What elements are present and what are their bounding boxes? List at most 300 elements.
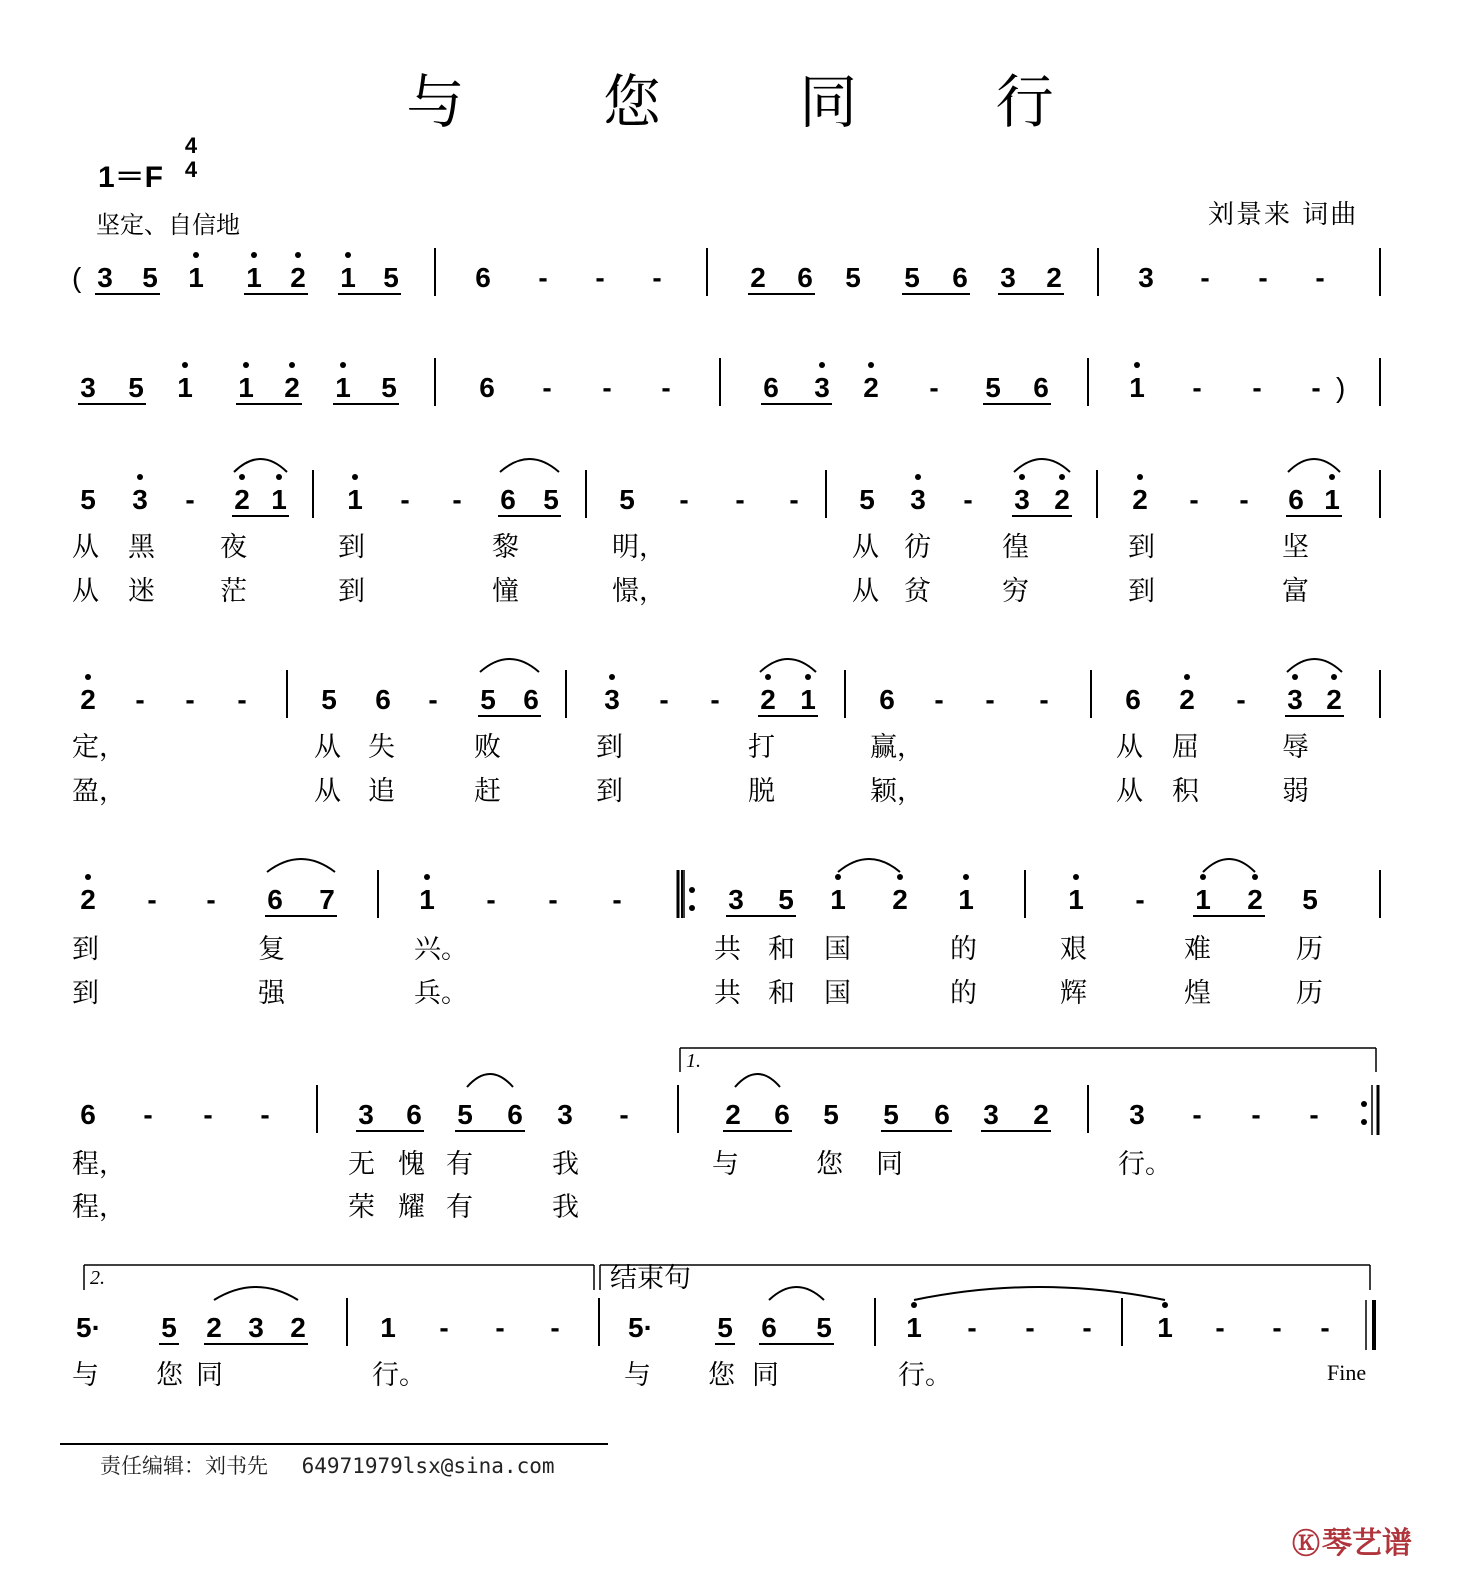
slur <box>214 1287 298 1300</box>
lyric-syllable: 无 <box>348 1149 375 1180</box>
octave-dot <box>897 874 903 880</box>
lyric-syllable: 到 <box>1128 532 1155 563</box>
lyric-syllable: 和 <box>768 978 795 1009</box>
octave-dot <box>1361 1101 1367 1107</box>
note: 2 <box>750 262 766 293</box>
note: - <box>185 684 195 715</box>
octave-dot <box>1019 474 1025 480</box>
note: 6 <box>763 372 779 403</box>
note: - <box>1236 684 1246 715</box>
lyric-syllable: 与 <box>624 1360 651 1391</box>
octave-dot <box>915 474 921 480</box>
note: - <box>929 372 939 403</box>
note: - <box>1192 372 1202 403</box>
lyric-syllable: 我 <box>552 1149 579 1180</box>
lyric-syllable: 兵。 <box>414 978 468 1009</box>
note: 3 <box>132 484 148 515</box>
slur <box>500 459 559 472</box>
lyric-syllable: 从 <box>314 776 341 807</box>
note: 2 <box>1179 684 1195 715</box>
note: - <box>661 372 671 403</box>
note: 1 <box>335 372 351 403</box>
note: - <box>1082 1312 1092 1343</box>
note: - <box>602 372 612 403</box>
lyric-syllable: 强 <box>258 978 285 1009</box>
lyric-syllable: 到 <box>72 978 99 1009</box>
note: 3 <box>358 1099 374 1130</box>
note: 1 <box>1195 884 1211 915</box>
lyric-syllable: 艰 <box>1060 934 1087 965</box>
octave-dot <box>289 362 295 368</box>
note: - <box>550 1312 560 1343</box>
lyric-syllable: 有 <box>446 1149 473 1180</box>
note: 7 <box>319 884 335 915</box>
lyric-syllable: 同 <box>196 1360 223 1391</box>
lyric-syllable: 从 <box>314 732 341 763</box>
lyric-syllable: 辱 <box>1282 732 1309 763</box>
slur <box>1287 659 1342 672</box>
note: 1 <box>347 484 363 515</box>
note: 5 <box>383 262 399 293</box>
note: - <box>495 1312 505 1343</box>
lyric-syllable: 您 <box>708 1360 735 1391</box>
note: 5· <box>76 1312 101 1343</box>
note: 2 <box>290 1312 306 1343</box>
lyric-syllable: 您 <box>816 1149 843 1180</box>
lyric-syllable: 盈， <box>72 776 126 807</box>
note: 6 <box>1288 484 1304 515</box>
octave-dot <box>1134 362 1140 368</box>
lyric-syllable: 行。 <box>1118 1149 1172 1180</box>
octave-dot <box>85 874 91 880</box>
octave-dot <box>1162 1302 1168 1308</box>
note: 1 <box>246 262 262 293</box>
note: - <box>548 884 558 915</box>
note: 6 <box>1033 372 1049 403</box>
lyric-syllable: 颖， <box>870 776 924 807</box>
note: - <box>612 884 622 915</box>
note: 6 <box>475 262 491 293</box>
lyric-syllable: 到 <box>72 934 99 965</box>
slur <box>267 859 335 872</box>
note: 2 <box>892 884 908 915</box>
octave-dot <box>1331 674 1337 680</box>
lyric-syllable: 赢， <box>870 732 924 763</box>
note: - <box>967 1312 977 1343</box>
octave-dot <box>345 252 351 258</box>
lyric-syllable: 的 <box>950 978 977 1009</box>
note: - <box>206 884 216 915</box>
note: 6 <box>1125 684 1141 715</box>
note: 5 <box>1302 884 1318 915</box>
lyric-syllable: 与 <box>712 1149 739 1180</box>
lyric-syllable: 复 <box>258 934 285 965</box>
octave-dot <box>243 362 249 368</box>
lyric-syllable: 国 <box>824 934 851 965</box>
meter-top: 4 <box>184 133 198 158</box>
note: 6 <box>523 684 539 715</box>
note: 6 <box>500 484 516 515</box>
tempo-marking: 坚定、自信地 <box>96 211 240 239</box>
octave-dot <box>1059 474 1065 480</box>
open-paren: ( <box>72 262 82 293</box>
note: 6 <box>406 1099 422 1130</box>
lyric-syllable: 富 <box>1282 576 1309 607</box>
lyric-syllable: 弱 <box>1282 776 1309 807</box>
octave-dot <box>609 674 615 680</box>
note: 2 <box>234 484 250 515</box>
note: 6 <box>80 1099 96 1130</box>
lyric-syllable: 打 <box>748 732 775 763</box>
note: 1 <box>800 684 816 715</box>
lyric-syllable: 败 <box>474 732 501 763</box>
lyric-syllable: 从 <box>1116 776 1143 807</box>
note: 3 <box>1129 1099 1145 1130</box>
note: - <box>538 262 548 293</box>
note: - <box>963 484 973 515</box>
slur <box>1014 459 1070 472</box>
octave-dot <box>765 674 771 680</box>
lyric-syllable: 夜 <box>220 532 247 563</box>
slur <box>735 1074 780 1087</box>
lyric-syllable: 从 <box>72 576 99 607</box>
volta-1-label: 1. <box>686 1050 701 1072</box>
lyric-syllable: 追 <box>368 776 395 807</box>
lyric-syllable: 到 <box>1128 576 1155 607</box>
octave-dot <box>424 874 430 880</box>
note: 1 <box>1129 372 1145 403</box>
note: 2 <box>1054 484 1070 515</box>
watermark-logo <box>1292 1518 1412 1562</box>
note: - <box>1272 1312 1282 1343</box>
octave-dot <box>1292 674 1298 680</box>
note: 5 <box>142 262 158 293</box>
octave-dot <box>868 362 874 368</box>
note: - <box>185 484 195 515</box>
note: 2 <box>284 372 300 403</box>
note: 2 <box>1132 484 1148 515</box>
lyric-syllable: 历 <box>1296 978 1323 1009</box>
octave-dot <box>251 252 257 258</box>
lyric-syllable: 黑 <box>128 532 155 563</box>
lyric-syllable: 的 <box>950 934 977 965</box>
watermark-icon: Ⓚ <box>1292 1527 1321 1560</box>
note: - <box>1251 1099 1261 1130</box>
note: 1 <box>177 372 193 403</box>
note: - <box>439 1312 449 1343</box>
note: - <box>934 684 944 715</box>
note: 2 <box>290 262 306 293</box>
note: - <box>735 484 745 515</box>
note: 3 <box>1014 484 1030 515</box>
fine-marking: Fine <box>1327 1360 1367 1385</box>
note: 6 <box>952 262 968 293</box>
note: - <box>237 684 247 715</box>
page-title: 与 您 同 行 <box>406 68 1114 136</box>
note: - <box>135 684 145 715</box>
lyric-syllable: 积 <box>1172 776 1199 807</box>
note: 6 <box>267 884 283 915</box>
note: 5 <box>859 484 875 515</box>
slur <box>1288 459 1340 472</box>
note: - <box>659 684 669 715</box>
note: 5 <box>823 1099 839 1130</box>
note: 3 <box>814 372 830 403</box>
octave-dot <box>1361 1119 1367 1125</box>
note: 3 <box>97 262 113 293</box>
note: - <box>789 484 799 515</box>
lyric-syllable: 憬， <box>612 576 666 607</box>
note: 5 <box>816 1312 832 1343</box>
note: 6 <box>375 684 391 715</box>
ending-label: 结束句 <box>610 1263 691 1294</box>
note: 1 <box>188 262 204 293</box>
lyric-syllable: 有 <box>446 1192 473 1223</box>
note: - <box>486 884 496 915</box>
note: - <box>652 262 662 293</box>
octave-dot <box>689 887 695 893</box>
note: 5 <box>845 262 861 293</box>
octave-dot <box>1252 874 1258 880</box>
slur <box>480 659 539 672</box>
note: 5 <box>619 484 635 515</box>
meter-bottom: 4 <box>184 157 198 182</box>
note: 5 <box>717 1312 733 1343</box>
lyric-syllable: 从 <box>1116 732 1143 763</box>
note: 3 <box>80 372 96 403</box>
note: 6 <box>507 1099 523 1130</box>
lyric-syllable: 同 <box>752 1360 779 1391</box>
slur <box>467 1074 513 1087</box>
note: 3 <box>983 1099 999 1130</box>
note: - <box>1309 1099 1319 1130</box>
lyric-syllable: 到 <box>338 532 365 563</box>
lyric-syllable: 定， <box>72 732 126 763</box>
octave-dot <box>137 474 143 480</box>
note: 3 <box>248 1312 264 1343</box>
note: - <box>1239 484 1249 515</box>
lyric-syllable: 茫 <box>220 576 247 607</box>
note: 1 <box>380 1312 396 1343</box>
note: 5 <box>321 684 337 715</box>
lyric-syllable: 失 <box>368 732 395 763</box>
lyric-syllable: 兴。 <box>414 934 468 965</box>
lyric-syllable: 与 <box>72 1360 99 1391</box>
note: 5 <box>985 372 1001 403</box>
note: - <box>542 372 552 403</box>
note: 3 <box>1000 262 1016 293</box>
octave-dot <box>352 474 358 480</box>
note: - <box>400 484 410 515</box>
lyric-syllable: 坚 <box>1282 532 1309 563</box>
octave-dot <box>805 674 811 680</box>
lyric-syllable: 赶 <box>474 776 501 807</box>
octave-dot <box>1329 474 1335 480</box>
octave-dot <box>1184 674 1190 680</box>
lyric-syllable: 国 <box>824 978 851 1009</box>
note: - <box>985 684 995 715</box>
slur <box>914 1287 1165 1300</box>
lyric-syllable: 到 <box>596 776 623 807</box>
note: 1 <box>906 1312 922 1343</box>
lyric-syllable: 程， <box>72 1192 126 1223</box>
note: 5 <box>161 1312 177 1343</box>
close-paren: ) <box>1336 372 1346 403</box>
note: 5 <box>904 262 920 293</box>
octave-dot <box>276 474 282 480</box>
note: - <box>452 484 462 515</box>
note: - <box>1039 684 1049 715</box>
note: 1 <box>1068 884 1084 915</box>
note: 2 <box>760 684 776 715</box>
lyric-syllable: 难 <box>1184 934 1211 965</box>
note: 2 <box>1247 884 1263 915</box>
note: 3 <box>910 484 926 515</box>
note: - <box>1215 1312 1225 1343</box>
note: - <box>710 684 720 715</box>
note: 6 <box>797 262 813 293</box>
lyric-syllable: 徨 <box>1002 532 1029 563</box>
octave-dot <box>689 905 695 911</box>
lyric-syllable: 行。 <box>372 1360 426 1391</box>
lyric-syllable: 黎 <box>492 532 519 563</box>
octave-dot <box>1137 474 1143 480</box>
octave-dot <box>963 874 969 880</box>
note: 5 <box>778 884 794 915</box>
note: 6 <box>479 372 495 403</box>
slur <box>234 459 287 472</box>
lyric-syllable: 明， <box>612 532 666 563</box>
note: 2 <box>863 372 879 403</box>
note: - <box>143 1099 153 1130</box>
note: 1 <box>340 262 356 293</box>
lyric-syllable: 从 <box>852 576 879 607</box>
lyric-syllable: 您 <box>156 1360 183 1391</box>
note: 2 <box>725 1099 741 1130</box>
note: - <box>203 1099 213 1130</box>
note: 2 <box>1326 684 1342 715</box>
note: 1 <box>419 884 435 915</box>
octave-dot <box>295 252 301 258</box>
note: 5 <box>543 484 559 515</box>
lyric-syllable: 迷 <box>128 576 155 607</box>
lyric-syllable: 同 <box>876 1149 903 1180</box>
note: 5 <box>80 484 96 515</box>
note: 1 <box>1324 484 1340 515</box>
volta-2-label: 2. <box>90 1267 105 1289</box>
note: 1 <box>958 884 974 915</box>
octave-dot <box>182 362 188 368</box>
watermark-text: 琴艺谱 <box>1322 1526 1413 1561</box>
lyric-syllable: 辉 <box>1060 978 1087 1009</box>
composer-credit: 刘景来 词曲 <box>1208 200 1359 230</box>
octave-dot <box>911 1302 917 1308</box>
editor-credit: 责任编辑：刘书先 64971979lsx@sina.com <box>100 1454 555 1478</box>
note: 3 <box>728 884 744 915</box>
octave-dot <box>835 874 841 880</box>
lyric-syllable: 贫 <box>904 576 931 607</box>
note: 1 <box>271 484 287 515</box>
lyric-syllable: 到 <box>338 576 365 607</box>
note: 3 <box>1287 684 1303 715</box>
key-signature: 1＝F <box>98 161 164 194</box>
octave-dot <box>239 474 245 480</box>
lyric-syllable: 共 <box>714 978 741 1009</box>
note: - <box>428 684 438 715</box>
lyric-syllable: 彷 <box>904 532 931 563</box>
note: - <box>1200 262 1210 293</box>
note: 5 <box>381 372 397 403</box>
note: 5 <box>480 684 496 715</box>
octave-dot <box>819 362 825 368</box>
lyric-syllable: 愧 <box>398 1149 425 1180</box>
note: - <box>1258 262 1268 293</box>
note: - <box>1311 372 1321 403</box>
slur <box>838 859 900 872</box>
note: 3 <box>1138 262 1154 293</box>
note: 2 <box>206 1312 222 1343</box>
lyric-syllable: 从 <box>72 532 99 563</box>
note: 1 <box>238 372 254 403</box>
note: - <box>1135 884 1145 915</box>
note: 2 <box>1033 1099 1049 1130</box>
lyric-syllable: 脱 <box>748 776 775 807</box>
note: 3 <box>604 684 620 715</box>
note: - <box>1192 1099 1202 1130</box>
lyric-syllable: 穷 <box>1002 576 1029 607</box>
note: - <box>619 1099 629 1130</box>
slur <box>769 1287 824 1300</box>
note: - <box>147 884 157 915</box>
octave-dot <box>1200 874 1206 880</box>
note: 6 <box>934 1099 950 1130</box>
lyric-syllable: 从 <box>852 532 879 563</box>
octave-dot <box>193 252 199 258</box>
lyric-syllable: 耀 <box>398 1192 425 1223</box>
note: - <box>1320 1312 1330 1343</box>
octave-dot <box>340 362 346 368</box>
note: 2 <box>80 884 96 915</box>
lyric-syllable: 屈 <box>1172 732 1199 763</box>
lyric-syllable: 历 <box>1296 934 1323 965</box>
octave-dot <box>85 674 91 680</box>
note: 5 <box>883 1099 899 1130</box>
note: 1 <box>1157 1312 1173 1343</box>
note: - <box>1315 262 1325 293</box>
note: - <box>1189 484 1199 515</box>
note: - <box>595 262 605 293</box>
note: 2 <box>1046 262 1062 293</box>
lyric-syllable: 共 <box>714 934 741 965</box>
slur <box>760 659 816 672</box>
lyric-syllable: 煌 <box>1184 978 1211 1009</box>
lyric-syllable: 憧 <box>492 576 519 607</box>
note: 6 <box>774 1099 790 1130</box>
note: - <box>1025 1312 1035 1343</box>
note: 1 <box>830 884 846 915</box>
lyric-syllable: 程， <box>72 1149 126 1180</box>
note: - <box>1252 372 1262 403</box>
lyric-syllable: 行。 <box>898 1360 952 1391</box>
note: 2 <box>80 684 96 715</box>
lyric-syllable: 和 <box>768 934 795 965</box>
note: 5 <box>457 1099 473 1130</box>
lyric-syllable: 我 <box>552 1192 579 1223</box>
note: 5 <box>128 372 144 403</box>
note: - <box>679 484 689 515</box>
lyric-syllable: 荣 <box>348 1192 375 1223</box>
slur <box>1203 859 1255 872</box>
